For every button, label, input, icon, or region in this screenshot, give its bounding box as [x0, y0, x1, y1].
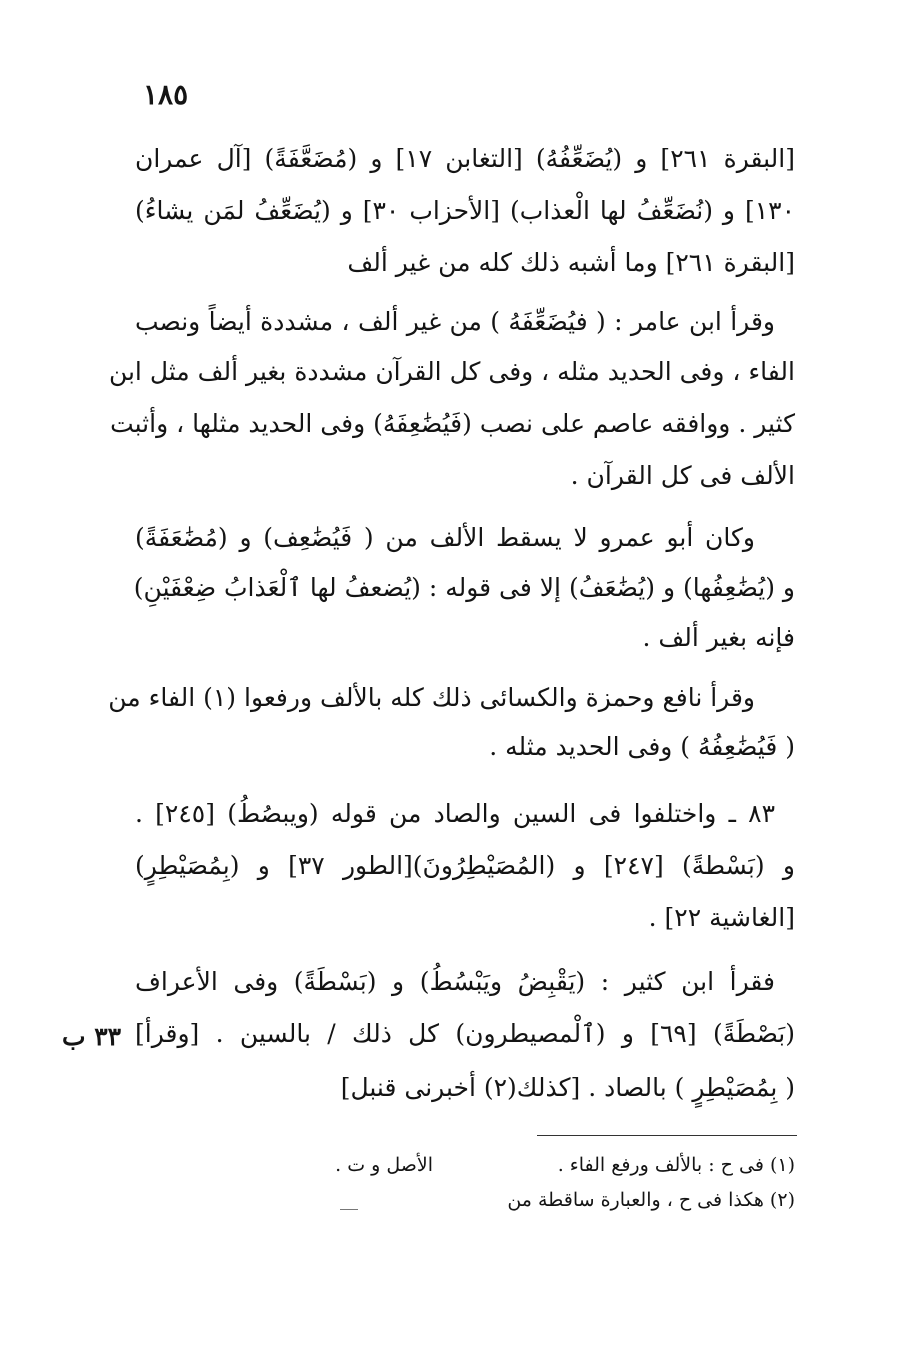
footnote-1: (١) فى ح : بالألف ورفع الفاء .: [557, 1154, 795, 1176]
footnote-1-tail: الأصل و ت .: [335, 1154, 433, 1176]
text-line: الألف فى كل القرآن .: [570, 461, 795, 490]
page-number: ١٨٥: [143, 78, 189, 111]
text-line: ٨٣ ـ واختلفوا فى السين والصاد من قوله (ويبصُطُ) [٢٤٥] .: [135, 799, 775, 828]
text-line: [البقرة ٢٦١] و (يُضَعِّفُهُ) [التغابن ١٧] و (مُضَعَّفَةً) [آل عمران: [135, 144, 795, 173]
divider-mark: [340, 1209, 358, 1210]
footnote-2: (٢) هكذا فى ح ، والعبارة ساقطة من: [507, 1189, 795, 1211]
text-line: ( فَيُضَٰعِفُهُ ) وفى الحديد مثله .: [489, 732, 795, 761]
margin-folio-note: ٣٣ ب: [62, 1022, 122, 1051]
text-line: [الغاشية ٢٢] .: [648, 903, 795, 932]
text-line: و (بَسْطةً) [٢٤٧] و (المُصَيْطِرُونَ)[الطور ٣٧] و (بِمُصَيْطِرٍ): [135, 851, 795, 880]
text-line: وقرأ نافع وحمزة والكسائى ذلك كله بالألف ورفعوا (١) الفاء من: [108, 683, 755, 712]
text-line: فإنه بغير ألف .: [642, 623, 795, 652]
text-line: وكان أبو عمرو لا يسقط الألف من ( فَيُضَٰعِف) و (مُضَٰعَفَةً): [135, 523, 755, 552]
text-line: كثير . ووافقه عاصم على نصب (فَيُضَٰعِفَهُ) وفى الحديد مثلها ، وأثبت: [110, 409, 795, 438]
text-line: ١٣٠] و (نُضَعِّفُ لها الْعذاب) [الأحزاب ٣٠] و (يُضَعِّفُ لمَن يشاءُ): [135, 196, 796, 225]
text-line: الفاء ، وفى الحديد مثله ، وفى كل القرآن مشددة بغير ألف مثل ابن: [108, 357, 795, 386]
text-line: ( بِمُصَيْطِرٍ ) بالصاد . [كذلك(٢) أخبرنى قنبل]: [340, 1073, 795, 1102]
text-line: فقرأ ابن كثير : (يَقْبِضُ ويَبْسُطُ) و (بَسْطَةً) وفى الأعراف: [135, 967, 775, 996]
text-line: وقرأ ابن عامر : ( فيُضَعِّفَهُ ) من غير ألف ، مشددة أيضاً ونصب: [135, 307, 775, 336]
text-line: و (يُضَٰعِفُها) و (يُضَٰعَفُ) إلا فى قوله : (يُضعفُ لها ٱلْعَذابُ ضِعْفَيْنِ): [133, 573, 795, 602]
text-line: [البقرة ٢٦١] وما أشبه ذلك كله من غير ألف: [347, 248, 795, 277]
footnote-separator: [537, 1135, 797, 1136]
text-line: (بَصْطَةً) [٦٩] و (ٱلْمصيطرون) كل ذلك / بالسين . [وقرأ]: [135, 1019, 795, 1048]
